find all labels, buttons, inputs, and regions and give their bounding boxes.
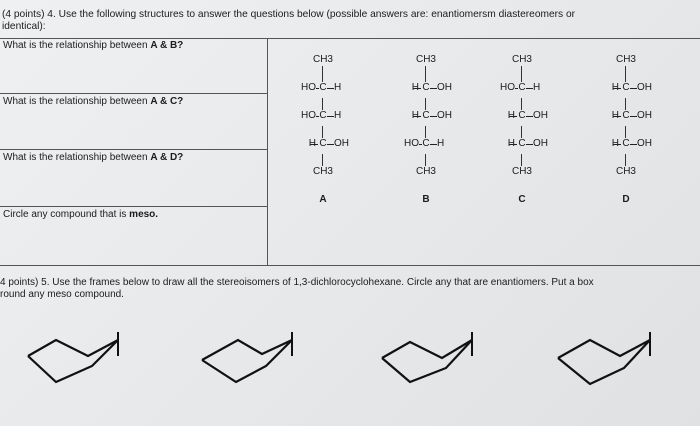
vertical-bond — [521, 154, 522, 166]
fischer-compound-d — [585, 54, 665, 214]
carbon-label: C — [319, 110, 327, 121]
carbon-label: C — [518, 110, 526, 121]
right-bond — [327, 116, 334, 117]
vertical-bond — [625, 66, 626, 82]
right-bond — [630, 144, 637, 145]
bottom-methyl-label: CH3 — [511, 166, 532, 177]
right-substituent: OH — [637, 110, 652, 121]
compound-label-d: D — [622, 194, 630, 205]
right-substituent: H — [334, 110, 342, 121]
stereocenter-row — [585, 110, 665, 122]
top-methyl-label: CH3 — [615, 54, 636, 65]
left-wedge-bond — [413, 88, 421, 89]
carbon-label: C — [518, 82, 526, 93]
question-a-b: What is the relationship between A & B? — [3, 40, 184, 51]
stereocenter-row — [385, 110, 465, 122]
stereocenter-row — [481, 82, 561, 94]
right-substituent: OH — [533, 110, 548, 121]
left-wedge-bond — [613, 88, 621, 89]
carbon-label: C — [422, 138, 430, 149]
compound-label-b: B — [422, 194, 430, 205]
right-bond — [526, 116, 533, 117]
carbon-label: C — [422, 110, 430, 121]
question-meso: Circle any compound that is meso. — [3, 209, 159, 220]
carbon-label: C — [422, 82, 430, 93]
right-bond — [327, 144, 334, 145]
table-top-border — [0, 38, 700, 39]
left-wedge-bond — [509, 144, 517, 145]
compound-label-c: C — [518, 194, 526, 205]
vertical-bond — [425, 154, 426, 166]
right-substituent: H — [533, 82, 541, 93]
right-substituent: OH — [437, 82, 452, 93]
left-wedge-bond — [613, 116, 621, 117]
cyclohexane-frame-4[interactable] — [556, 326, 656, 396]
stereocenter-row — [481, 138, 561, 150]
left-substituent: HO — [404, 138, 419, 149]
vertical-bond — [322, 98, 323, 110]
carbon-label: C — [622, 82, 630, 93]
right-bond — [430, 88, 437, 89]
cyclohexane-frame-2[interactable] — [200, 326, 300, 396]
row-divider — [0, 149, 268, 150]
bottom-methyl-label: CH3 — [615, 166, 636, 177]
bottom-methyl-label: CH3 — [312, 166, 333, 177]
right-bond — [430, 144, 437, 145]
compound-label-a: A — [319, 194, 327, 205]
left-wedge-bond — [509, 116, 517, 117]
top-methyl-label: CH3 — [415, 54, 436, 65]
question-4-header — [2, 9, 682, 33]
right-bond — [526, 88, 533, 89]
question-5-line-2: round any meso compound. — [0, 289, 124, 300]
column-divider — [267, 38, 268, 266]
carbon-label: C — [622, 138, 630, 149]
vertical-bond — [322, 66, 323, 82]
question-4-table — [0, 38, 700, 266]
top-methyl-label: CH3 — [312, 54, 333, 65]
stereocenter-row — [481, 110, 561, 122]
stereocenter-row — [585, 82, 665, 94]
left-wedge-bond — [413, 116, 421, 117]
table-bottom-border — [0, 265, 700, 266]
cyclohexane-frame-3[interactable] — [380, 326, 480, 396]
carbon-label: C — [518, 138, 526, 149]
right-substituent: OH — [637, 138, 652, 149]
right-bond — [327, 88, 334, 89]
right-substituent: OH — [437, 110, 452, 121]
carbon-label: C — [319, 82, 327, 93]
left-wedge-bond — [310, 144, 318, 145]
left-substituent: HO — [301, 82, 316, 93]
right-bond — [630, 88, 637, 89]
left-substituent: HO — [301, 110, 316, 121]
stereocenter-row — [585, 138, 665, 150]
left-wedge-bond — [613, 144, 621, 145]
right-substituent: OH — [533, 138, 548, 149]
top-methyl-label: CH3 — [511, 54, 532, 65]
cyclohexane-frame-1[interactable] — [26, 326, 126, 396]
vertical-bond — [625, 154, 626, 166]
bottom-methyl-label: CH3 — [415, 166, 436, 177]
carbon-label: C — [319, 138, 327, 149]
right-substituent: OH — [637, 82, 652, 93]
question-5-line-1: 4 points) 5. Use the frames below to draw all the stereoisomers of 1,3-dichlorocyclohexane. Circle any that are enantiomers. Put a box — [0, 277, 594, 288]
stereocenter-row — [282, 138, 362, 150]
vertical-bond — [322, 126, 323, 138]
stereocenter-row — [282, 110, 362, 122]
vertical-bond — [521, 126, 522, 138]
carbon-label: C — [622, 110, 630, 121]
stereocenter-row — [385, 138, 465, 150]
fischer-compound-b — [385, 54, 465, 214]
question-a-d: What is the relationship between A & D? — [3, 152, 184, 163]
right-substituent: H — [437, 138, 445, 149]
question-a-c: What is the relationship between A & C? — [3, 96, 184, 107]
question-4-header-line-2: identical): — [2, 21, 46, 32]
vertical-bond — [521, 66, 522, 82]
right-substituent: H — [334, 82, 342, 93]
question-5-text — [0, 277, 700, 301]
left-substituent: HO — [500, 82, 515, 93]
vertical-bond — [322, 154, 323, 166]
right-bond — [630, 116, 637, 117]
stereocenter-row — [282, 82, 362, 94]
right-bond — [430, 116, 437, 117]
vertical-bond — [521, 98, 522, 110]
fischer-compound-c — [481, 54, 561, 214]
vertical-bond — [625, 98, 626, 110]
right-bond — [526, 144, 533, 145]
vertical-bond — [425, 98, 426, 110]
question-4-header-line-1: (4 points) 4. Use the following structures to answer the questions below (possible answers are: enantiomersm diastereomers or — [2, 9, 576, 20]
vertical-bond — [425, 66, 426, 82]
fischer-compound-a — [282, 54, 362, 214]
row-divider — [0, 93, 268, 94]
vertical-bond — [625, 126, 626, 138]
stereocenter-row — [385, 82, 465, 94]
right-substituent: OH — [334, 138, 349, 149]
vertical-bond — [425, 126, 426, 138]
row-divider — [0, 206, 268, 207]
